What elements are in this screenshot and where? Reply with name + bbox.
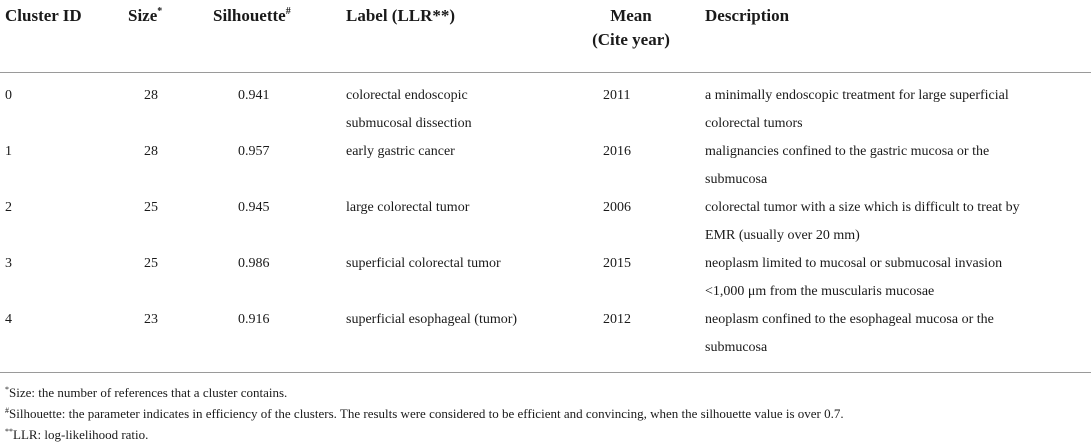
- header-mean-line2: (Cite year): [592, 30, 670, 49]
- footnote-silhouette: [5, 403, 1091, 424]
- cell-cluster-id: 0: [5, 88, 12, 103]
- cell-description: [705, 138, 1087, 194]
- cell-description-line1: a minimally endoscopic treatment for large superficial: [705, 88, 1009, 103]
- footnote-llr: [5, 424, 1091, 445]
- cell-mean: 2012: [603, 312, 631, 327]
- cell-description: [705, 306, 1087, 362]
- cell-silhouette: 0.957: [238, 144, 270, 159]
- header-size-text: Size: [128, 6, 158, 25]
- footnote-text: Size: the number of references that a cluster contains.: [9, 385, 288, 400]
- footnotes: [5, 382, 1091, 445]
- cell-description-line2: EMR (usually over 20 mm): [705, 228, 860, 243]
- cell-label-line1: large colorectal tumor: [346, 200, 470, 215]
- cell-size: 25: [144, 200, 158, 215]
- footnote-mark: **: [5, 427, 13, 436]
- cell-mean: 2006: [603, 200, 631, 215]
- cell-silhouette: 0.945: [238, 200, 270, 215]
- cell-cluster-id: 4: [5, 312, 12, 327]
- header-mean: [578, 4, 684, 52]
- table-row: [0, 250, 1091, 306]
- cell-description: [705, 194, 1087, 250]
- footnote-mark: #: [5, 406, 9, 415]
- cell-size: 25: [144, 256, 158, 271]
- cell-description: [705, 250, 1087, 306]
- header-size-mark: *: [157, 6, 163, 17]
- cell-description-line2: colorectal tumors: [705, 116, 803, 131]
- cell-description-line1: neoplasm confined to the esophageal mucosa or the: [705, 312, 994, 327]
- cell-cluster-id: 3: [5, 256, 12, 271]
- cell-size: 28: [144, 144, 158, 159]
- cell-label-line1: superficial colorectal tumor: [346, 256, 501, 271]
- cell-silhouette: 0.941: [238, 88, 270, 103]
- cell-silhouette: 0.916: [238, 312, 270, 327]
- cell-mean: 2011: [603, 88, 631, 103]
- cell-cluster-id: 1: [5, 144, 12, 159]
- cell-description-line1: colorectal tumor with a size which is difficult to treat by: [705, 200, 1020, 215]
- cell-label: [346, 138, 586, 166]
- header-mean-line1: Mean: [610, 6, 652, 25]
- cell-label-line1: early gastric cancer: [346, 144, 455, 159]
- cell-description-line1: malignancies confined to the gastric mucosa or the: [705, 144, 990, 159]
- cell-mean: 2015: [603, 256, 631, 271]
- cell-label: [346, 306, 586, 334]
- header-label: Label (LLR**): [346, 6, 456, 25]
- cell-label-line1: superficial esophageal (tumor): [346, 312, 518, 327]
- header-cluster-id: Cluster ID: [5, 6, 82, 25]
- cell-label-line2: submucosal dissection: [346, 116, 472, 131]
- cell-silhouette: 0.986: [238, 256, 270, 271]
- table-row: [0, 138, 1091, 194]
- cell-description-line1: neoplasm limited to mucosal or submucosal invasion: [705, 256, 1003, 271]
- cell-label-line1: colorectal endoscopic: [346, 88, 468, 103]
- footnote-text: LLR: log-likelihood ratio.: [13, 427, 149, 442]
- cell-mean: 2016: [603, 144, 631, 159]
- table-row: [0, 306, 1091, 362]
- cell-description: [705, 82, 1087, 138]
- header-description: Description: [705, 6, 790, 25]
- table-row: [0, 194, 1091, 250]
- header-rule: [0, 72, 1091, 73]
- footnote-size: [5, 382, 1091, 403]
- table-row: [0, 82, 1091, 138]
- footnote-mark: *: [5, 385, 9, 394]
- footnote-text: Silhouette: the parameter indicates in efficiency of the clusters. The results were considered to be efficient and convincing, when the silhouette value is over 0.7.: [9, 406, 844, 421]
- header-silhouette-mark: #: [285, 6, 291, 17]
- header-silhouette: [213, 4, 291, 28]
- cell-description-line2: <1,000 μm from the muscularis mucosae: [705, 284, 935, 299]
- header-size: [128, 4, 162, 28]
- cell-cluster-id: 2: [5, 200, 12, 215]
- cell-label: [346, 82, 586, 138]
- cell-size: 28: [144, 88, 158, 103]
- cell-size: 23: [144, 312, 158, 327]
- header-silhouette-text: Silhouette: [213, 6, 286, 25]
- cell-label: [346, 250, 586, 278]
- cell-label: [346, 194, 586, 222]
- cell-description-line2: submucosa: [705, 172, 768, 187]
- cell-description-line2: submucosa: [705, 340, 768, 355]
- bottom-rule: [0, 372, 1091, 373]
